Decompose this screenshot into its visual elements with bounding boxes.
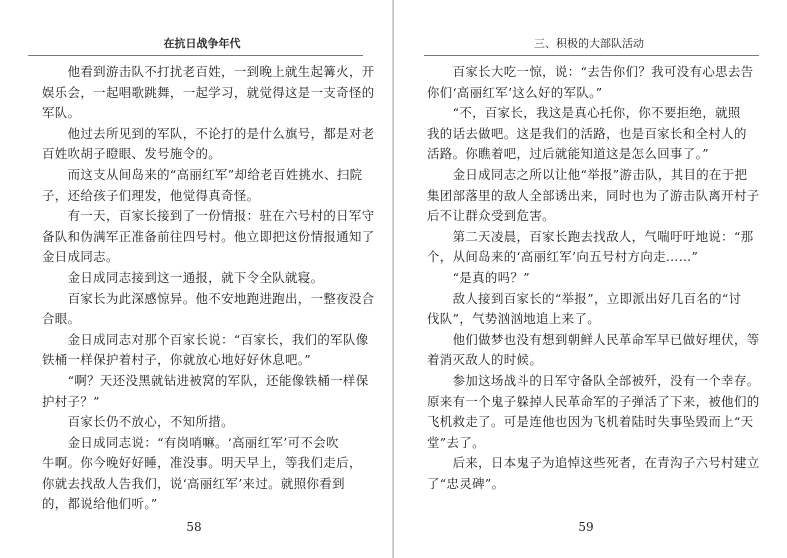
text-line: 个，从间岛来的‘高丽红军’向五号村方向走……”	[427, 249, 699, 265]
text-line: 原来有一个鬼子躲掉人民革命军的子弹活了下来，被他们的	[427, 393, 760, 409]
text-line: 牛啊。你今晚好好睡，准没事。明天早上，等我们走后，	[42, 455, 362, 471]
text-line: 后来，日本鬼子为追悼这些死者，在青沟子六号村建立	[427, 455, 760, 471]
text-line: 的，都说给他们听。”	[42, 496, 158, 512]
right-header-rule	[424, 55, 759, 56]
text-line: 金日成同志之所以让他“举报”游击队，其目的在于把	[427, 166, 748, 182]
text-line: 活路。你瞧着吧，过后就能知道这是怎么回事了。”	[427, 146, 709, 162]
page-number: 59	[578, 520, 594, 534]
right-page-body	[427, 62, 760, 494]
text-line: 百家长大吃一惊，说：“去告你们？我可没有心思去告	[427, 64, 754, 79]
text-line: “是真的吗？”	[427, 269, 531, 285]
text-line: 飞机救走了。可是连他也因为飞机着陆时失事坠毁而上“天	[427, 414, 754, 430]
left-header-rule	[28, 55, 363, 56]
right-page	[394, 0, 787, 558]
text-line: 集团部落里的敌人全部诱出来，同时也为了游击队离开村子	[427, 187, 760, 203]
text-line: 他看到游击队不打扰老百姓，一到晚上就生起篝火，开	[42, 64, 375, 79]
text-line: 伐队”，气势汹汹地追上来了。	[427, 311, 601, 327]
text-line: 堂”去了。	[427, 434, 485, 450]
text-line: 娱乐会，一起唱歌跳舞，一起学习，就觉得这是一支奇怪的	[42, 84, 375, 100]
right-page-header: 三、积极的大部队活动	[534, 37, 644, 50]
text-line: “不，百家长，我这是真心托你，你不要拒绝，就照	[427, 105, 741, 121]
text-line: 我的话去做吧。这是我们的活路，也是百家长和全村人的	[427, 125, 747, 141]
text-line: “啊？天还没黑就钻进被窝的军队，还能像铁桶一样保	[42, 372, 369, 388]
text-line: 百姓吹胡子瞪眼、发号施令的。	[42, 146, 222, 162]
text-line: 金日成同志接到这一通报，就下令全队就寝。	[42, 269, 324, 285]
text-line: 百家长仍不放心，不知所措。	[42, 414, 234, 430]
text-line: 而这支从间岛来的“高丽红军”却给老百姓挑水、扫院	[42, 166, 363, 182]
text-line: 了“忠灵碑”。	[427, 475, 505, 491]
text-line: 备队和伪满军正准备前往四号村。他立即把这份情报通知了	[42, 228, 375, 244]
text-line: 护村子？”	[42, 393, 100, 409]
text-line: 金日成同志对那个百家长说：“百家长，我们的军队像	[42, 331, 369, 347]
left-page-body	[42, 62, 375, 515]
text-line: 有一天，百家长接到了一份情报：驻在六号村的日军守	[42, 208, 375, 224]
text-line: 铁桶一样保护着村子，你就放心地好好休息吧。”	[42, 352, 312, 368]
text-line: 后不让群众受到危害。	[427, 208, 555, 224]
text-line: 你就去找敌人告我们，说‘高丽红军’来过。就照你看到	[42, 475, 345, 491]
text-line: 军队。	[42, 105, 81, 121]
text-line: 他们做梦也没有想到朝鲜人民革命军早已做好埋伏，等	[427, 331, 760, 347]
text-line: 合眼。	[42, 311, 81, 327]
text-line: 子，还给孩子们理发，他觉得真奇怪。	[42, 187, 260, 203]
text-line: 敌人接到百家长的“举报”，立即派出好几百名的“讨	[427, 290, 742, 306]
text-line: 他过去所见到的军队，不论打的是什么旗号，都是对老	[42, 125, 375, 141]
page-number: 58	[186, 520, 202, 534]
text-line: 着消灭敌人的时候。	[427, 352, 543, 368]
text-line: 百家长为此深感惊异。他不安地跑进跑出，一整夜没合	[42, 290, 375, 306]
left-page-header: 在抗日战争年代	[163, 37, 241, 50]
text-line: 你们‘高丽红军’这么好的军队。”	[427, 84, 603, 100]
left-page	[0, 0, 393, 558]
text-line: 金日成同志说：“有岗哨嘛。‘高丽红军’可不会吹	[42, 434, 339, 450]
text-line: 金日成同志。	[42, 249, 119, 265]
text-line: 第二天凌晨，百家长跑去找敌人，气喘吁吁地说：“那	[427, 228, 754, 244]
text-line: 参加这场战斗的日军守备队全部被歼，没有一个幸存。	[427, 372, 760, 388]
